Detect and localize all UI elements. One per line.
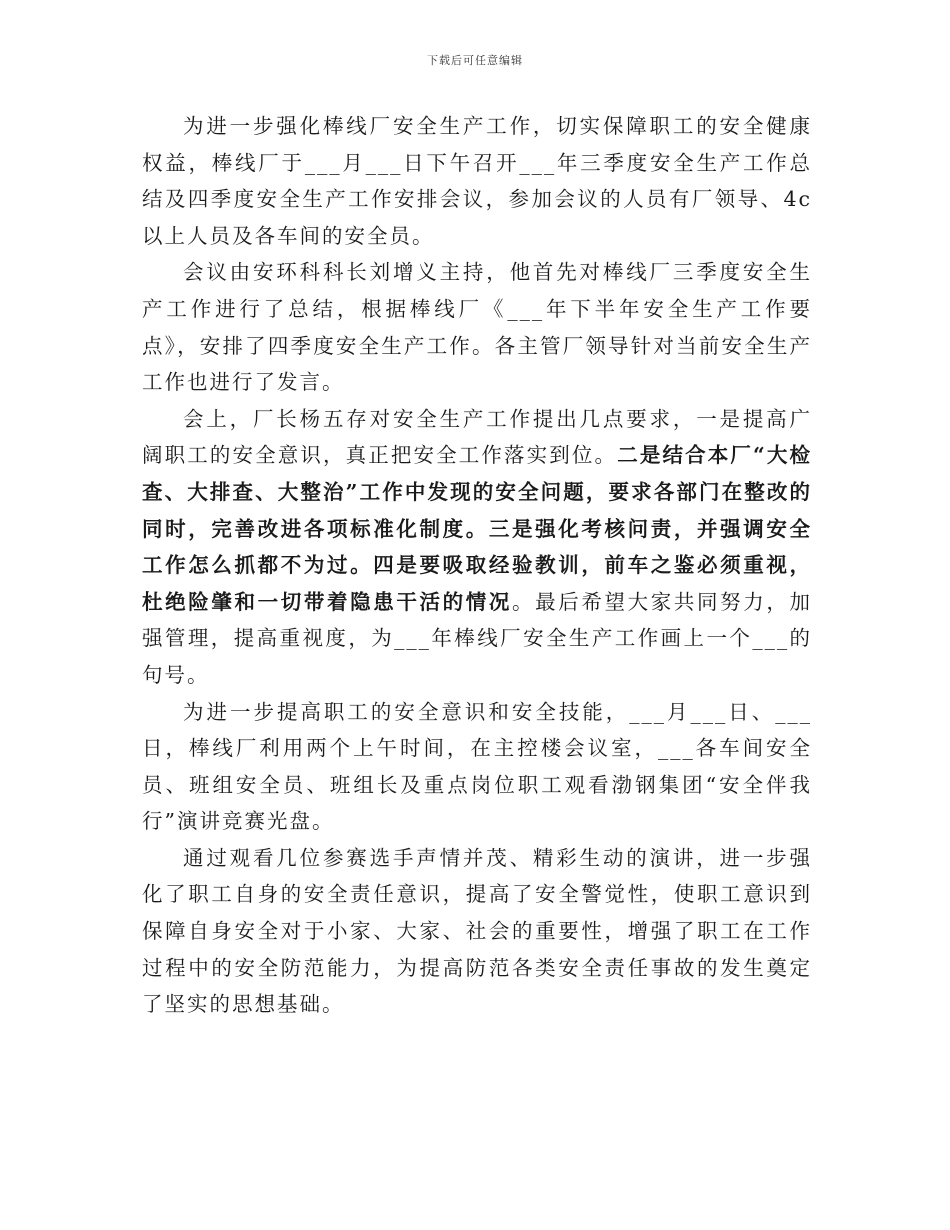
page-header-note: 下载后可任意编辑 [427, 54, 523, 67]
paragraph-2: 会议由安环科科长刘增义主持，他首先对棒线厂三季度安全生产工作进行了总结，根据棒线厂《___年下半年安全生产工作要点》，安排了四季度安全生产工作。各主管厂领导针对当前安全生产工作也进行了发言。 [142, 260, 812, 395]
paragraph-3-closing: 。最后希望大家共同努力，加强管理，提高重视度，为___年棒线厂安全生产工作画上一个___的句号。 [142, 589, 812, 687]
paragraph-3-intro: 会上，厂长杨五存对安全生产工作提出几点要求，一是提高广阔职工的安全意识，真正把安全工作落实到位。 [142, 406, 812, 468]
paragraph-1: 为进一步强化棒线厂安全生产工作，切实保障职工的安全健康权益，棒线厂于___月___日下午召开___年三季度安全生产工作总结及四季度安全生产工作安排会议，参加会议的人员有厂领导、4c以上人员及各车间的安全员。 [142, 114, 812, 248]
paragraph-3-bold-requirements: 二是结合本厂“大检查、大排查、大整治”工作中发现的安全问题，要求各部门在整改的同时，完善改进各项标准化制度。三是强化考核问责，并强调安全工作怎么抓都不为过。四是要吸取经验教训，前车之鉴必须重视，杜绝险肇和一切带着隐患干活的情况 [142, 443, 813, 614]
document-body [142, 108, 812, 1023]
paragraph-3 [142, 401, 812, 694]
paragraph-5: 通过观看几位参赛选手声情并茂、精彩生动的演讲，进一步强化了职工自身的安全责任意识，提高了安全警觉性，使职工意识到保障自身安全对于小家、大家、社会的重要性，增强了职工在工作过程中的安全防范能力，为提高防范各类安全责任事故的发生奠定了坚实的思想基础。 [142, 845, 812, 1017]
paragraph-4: 为进一步提高职工的安全意识和安全技能，___月___日、___日，棒线厂利用两个上午时间，在主控楼会议室，___各车间安全员、班组安全员、班组长及重点岗位职工观看渤钢集团“安全伴我行”演讲竞赛光盘。 [142, 699, 812, 834]
